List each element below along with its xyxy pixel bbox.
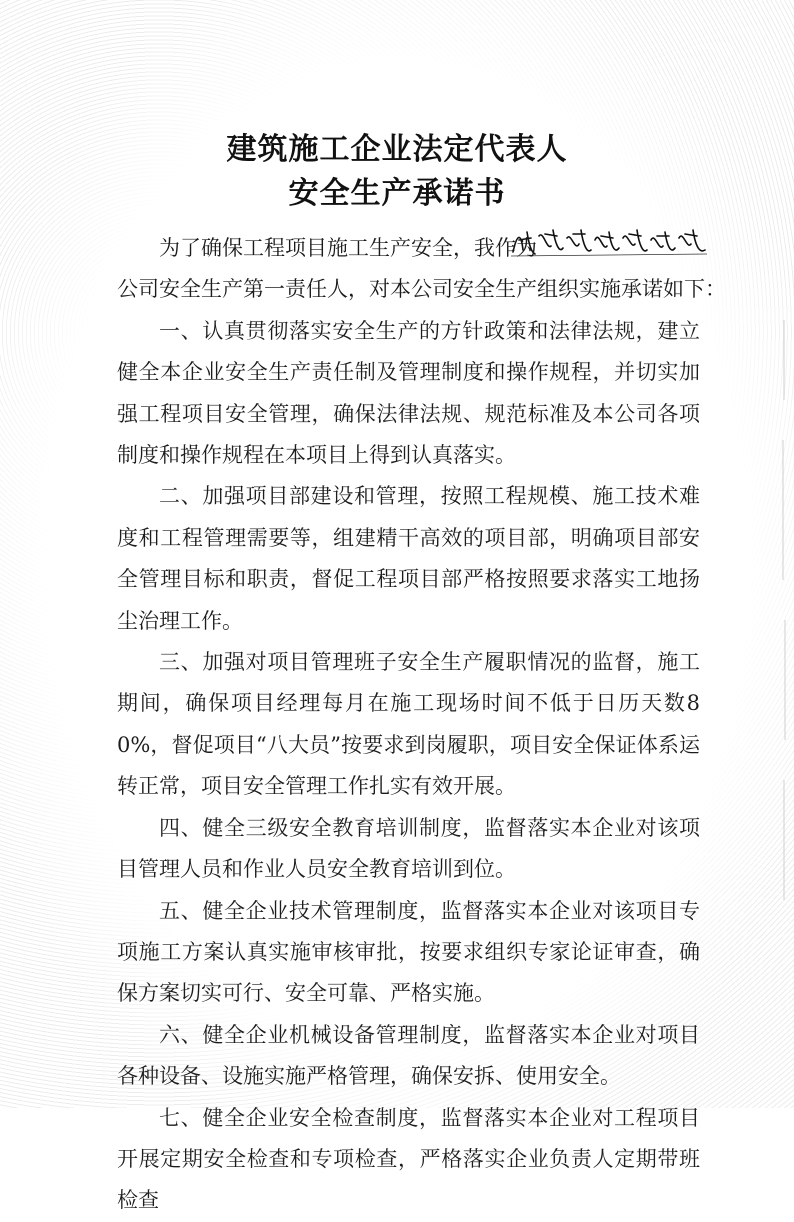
intro-line-2: 公司安全生产第一责任人，对本公司安全生产组织实施承诺如下：: [117, 277, 726, 302]
intro-line-1: 为了确保工程项目施工生产安全，我作为: [159, 236, 537, 260]
clause-7: 七、健全企业安全检查制度，监督落实本企业对工程项目开展定期安全检查和专项检查，严格落实企业负责人定期带班检查: [117, 1105, 700, 1213]
clause-6: 六、健全企业机械设备管理制度，监督落实本企业对项目各种设备、设施实施严格管理，确保安拆、使用安全。: [117, 1022, 700, 1089]
title-line-1: 建筑施工企业法定代表人: [226, 132, 568, 167]
clause-1: 一、认真贯彻落实安全生产的方针政策和法律法规，建立健全本企业安全生产责任制及管理制度和操作规程，并切实加强工程项目安全管理，确保法律法规、规范标准及本公司各项制度和操作规程在本项目上得到认真落实。: [117, 318, 700, 468]
document-body: [117, 228, 726, 1222]
document-title: [0, 128, 794, 216]
scan-edge-artifact: [779, 320, 789, 900]
clause-2: 二、加强项目部建设和管理，按照工程规模、施工技术难度和工程管理需要等，组建精干高效的项目部，明确项目部安全管理目标和职责，督促工程项目部严格按照要求落实工地扬尘治理工作。: [117, 484, 700, 633]
clause-4: 四、健全三级安全教育培训制度，监督落实本企业对该项目管理人员和作业人员安全教育培训到位。: [117, 815, 700, 882]
clause-5: 五、健全企业技术管理制度，监督落实本企业对该项目专项施工方案认真实施审核审批，按要求组织专家论证审查，确保方案切实可行、安全可靠、严格实施。: [117, 898, 700, 1006]
clause-3: 三、加强对项目管理班子安全生产履职情况的监督，施工期间，确保项目经理每月在施工现场时间不低于日历天数80%，督促项目“八大员”按要求到岗履职，项目安全保证体系运转正常，项目安全管理工作扎实有效开展。: [117, 650, 700, 799]
title-line-2: 安全生产承诺书: [288, 176, 506, 211]
